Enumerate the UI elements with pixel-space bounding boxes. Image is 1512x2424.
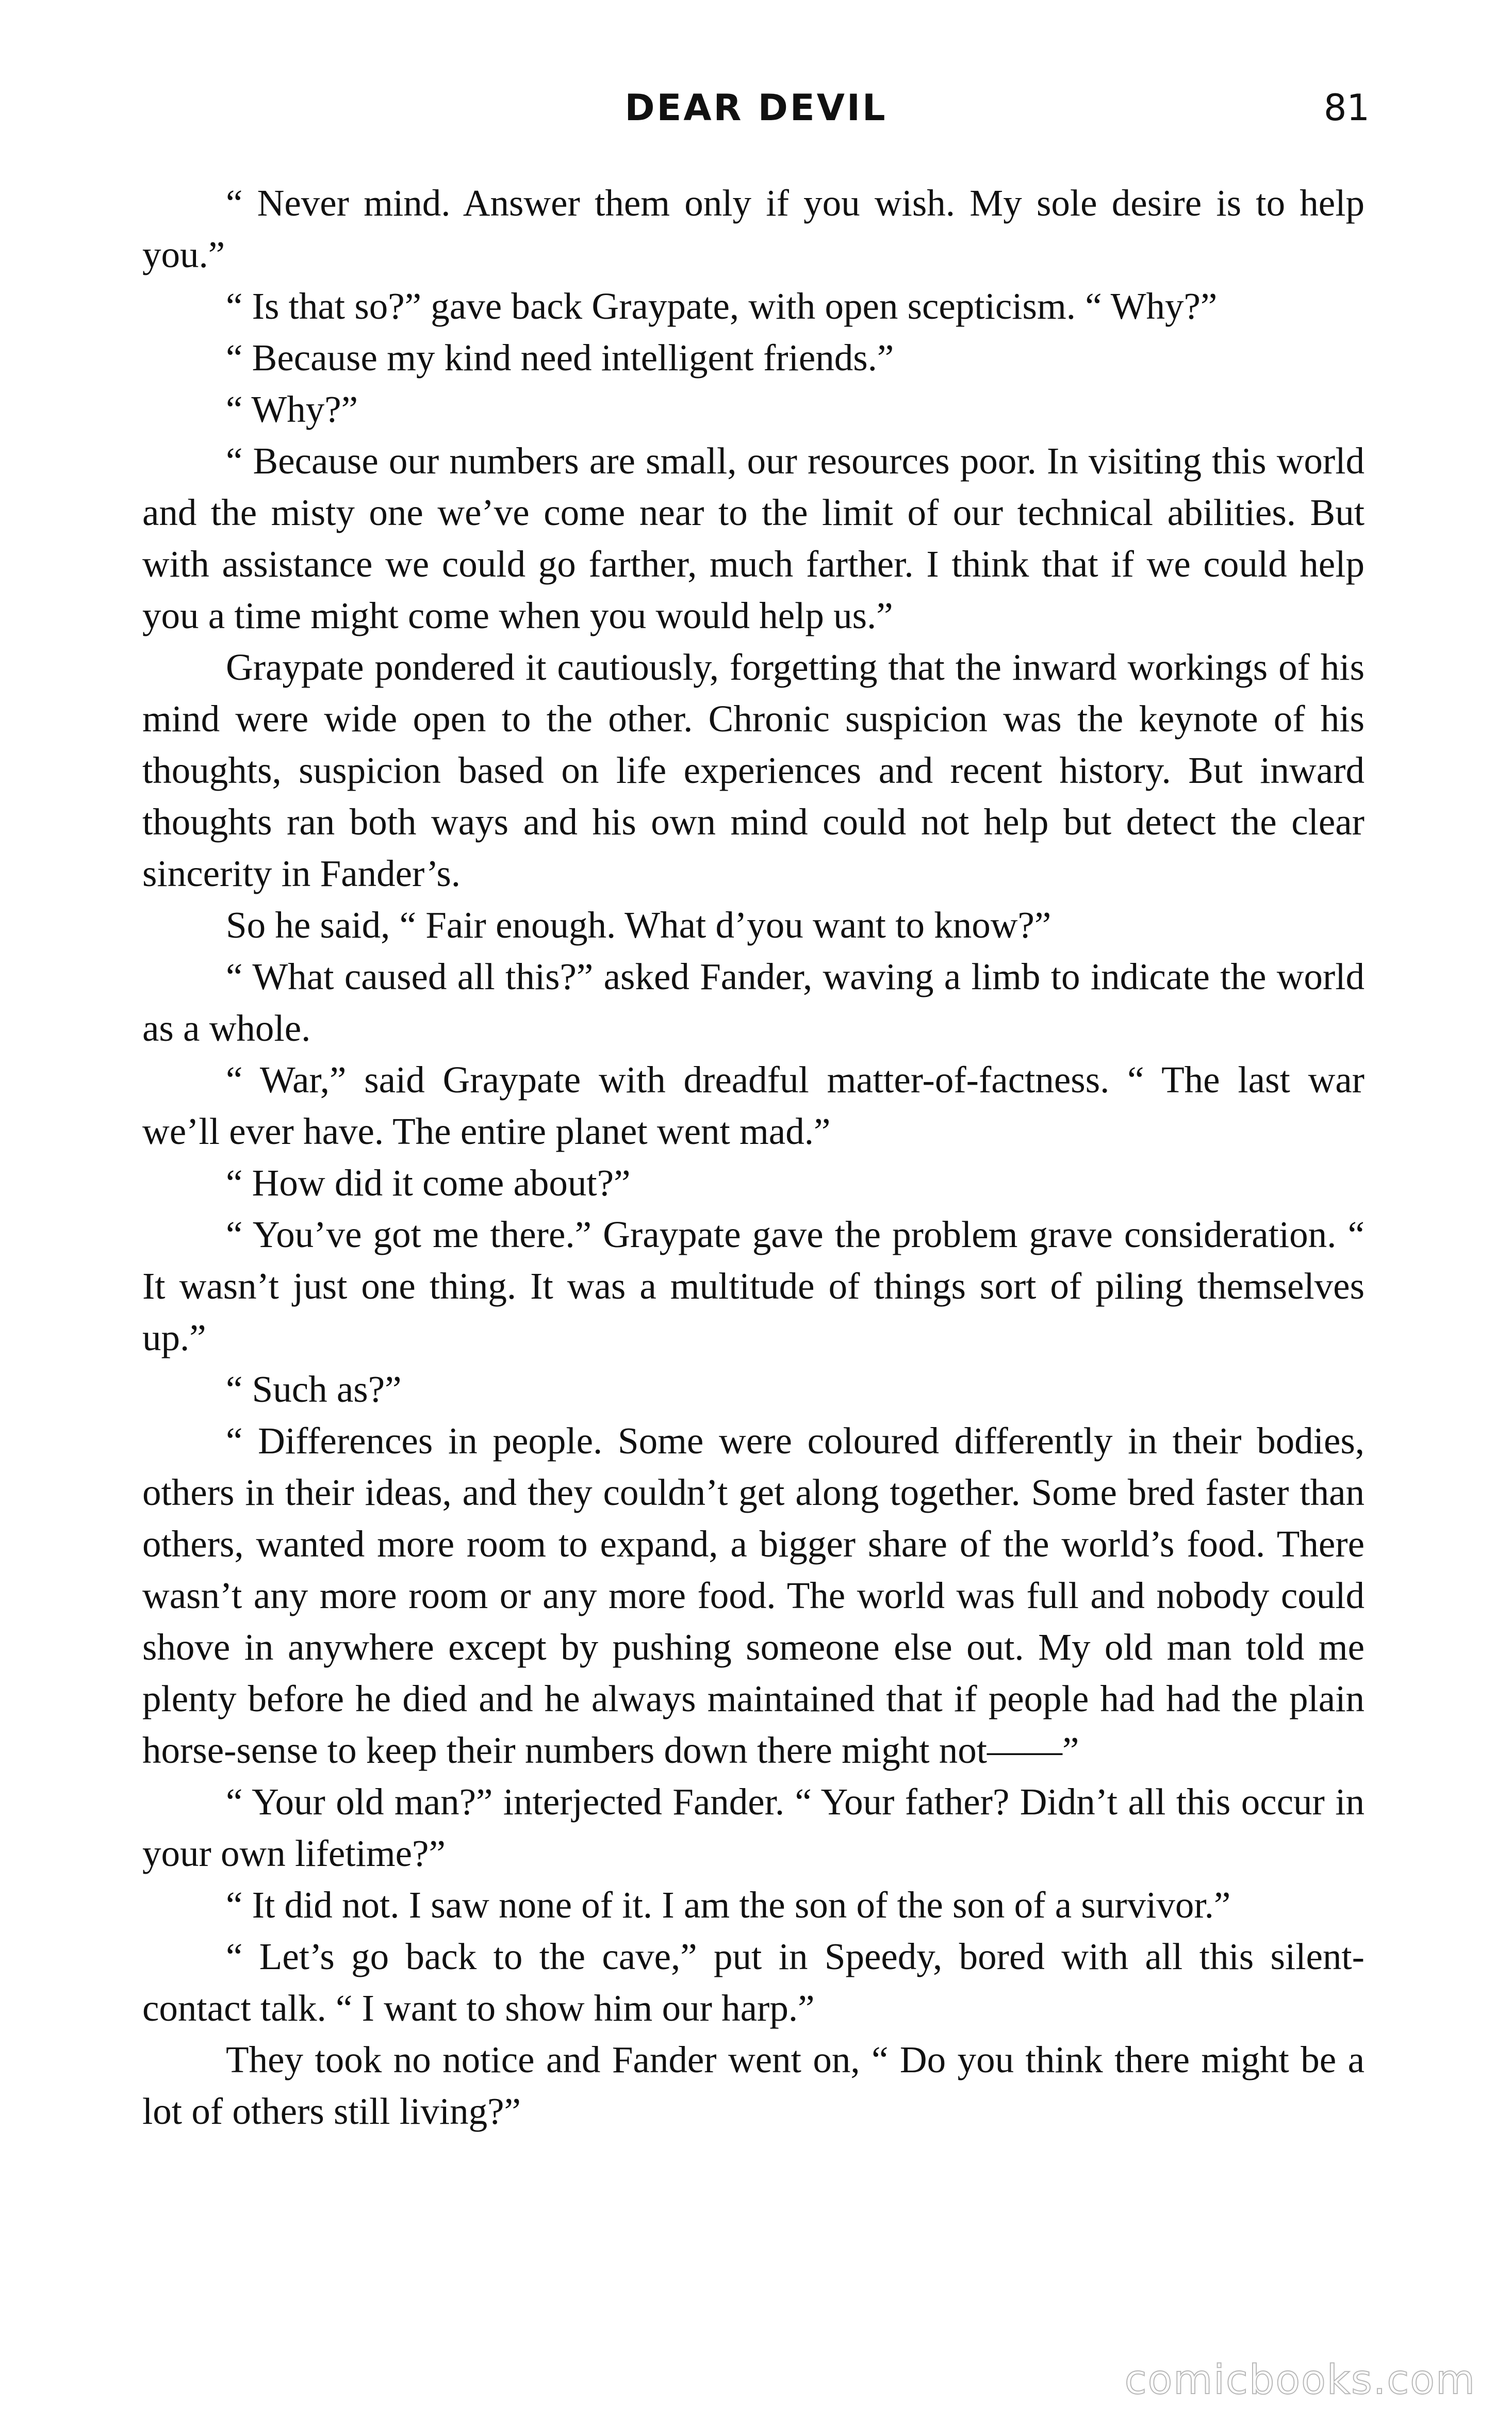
paragraph: They took no notice and Fander went on, “ Do you think there might be a lot of others still living?” <box>142 2039 1365 2132</box>
paragraph: “ Never mind. Answer them only if you wish. My sole desire is to help you.” <box>142 182 1365 275</box>
paragraph: “ Such as?” <box>226 1368 402 1410</box>
watermark: comicbooks.com <box>1124 2357 1476 2403</box>
paragraph: “ Differences in people. Some were coloured differently in their bodies, others in their ideas, and they couldn’t get along together. Some bred faster than others, wanted more room to expand, a bigger share of the world’s food. There wasn’t any more room or any more food. The world was full and nobody could shove in anywhere except by pushing someone else out. My old man told me plenty before he died and he always maintained that if people had had the plain horse-sense to keep their numbers down there might not——” <box>142 1420 1365 1771</box>
running-title: DEAR DEVIL <box>624 87 888 129</box>
page-number: 81 <box>1323 87 1370 129</box>
paragraph: “ You’ve got me there.” Graypate gave the problem grave consideration. “ It wasn’t just one thing. It was a multitude of things sort of piling themselves up.” <box>142 1214 1365 1358</box>
paragraph: Graypate pondered it cautiously, forgetting that the inward workings of his mind were wide open to the other. Chronic suspicion was the keynote of his thoughts, suspicion based on life experiences and recent history. But inward thoughts ran both ways and his own mind could not help but detect the clear sincerity in Fander’s. <box>142 646 1365 894</box>
paragraph: “ Let’s go back to the cave,” put in Speedy, bored with all this silent-contact talk. “ I want to show him our harp.” <box>142 1936 1365 2029</box>
paragraph: “ It did not. I saw none of it. I am the son of the son of a survivor.” <box>226 1884 1231 1926</box>
paragraph: “ Why?” <box>226 388 358 430</box>
paragraph: “ What caused all this?” asked Fander, waving a limb to indicate the world as a whole. <box>142 956 1365 1049</box>
paragraph: “ Because my kind need intelligent friends.” <box>226 337 894 379</box>
paragraph: “ War,” said Graypate with dreadful matter-of-factness. “ The last war we’ll ever have. The entire planet went mad.” <box>142 1059 1365 1152</box>
paragraph: “ How did it come about?” <box>226 1162 631 1204</box>
body-text <box>142 177 1365 2137</box>
paragraph: “ Your old man?” interjected Fander. “ Your father? Didn’t all this occur in your own lifetime?” <box>142 1781 1365 1874</box>
running-head <box>142 87 1370 149</box>
paragraph: So he said, “ Fair enough. What d’you want to know?” <box>226 904 1051 946</box>
paragraph: “ Is that so?” gave back Graypate, with open scepticism. “ Why?” <box>226 285 1218 327</box>
paragraph: “ Because our numbers are small, our resources poor. In visiting this world and the misty one we’ve come near to the limit of our technical abilities. But with assistance we could go farther, much farther. I think that if we could help you a time might come when you would help us.” <box>142 440 1365 636</box>
